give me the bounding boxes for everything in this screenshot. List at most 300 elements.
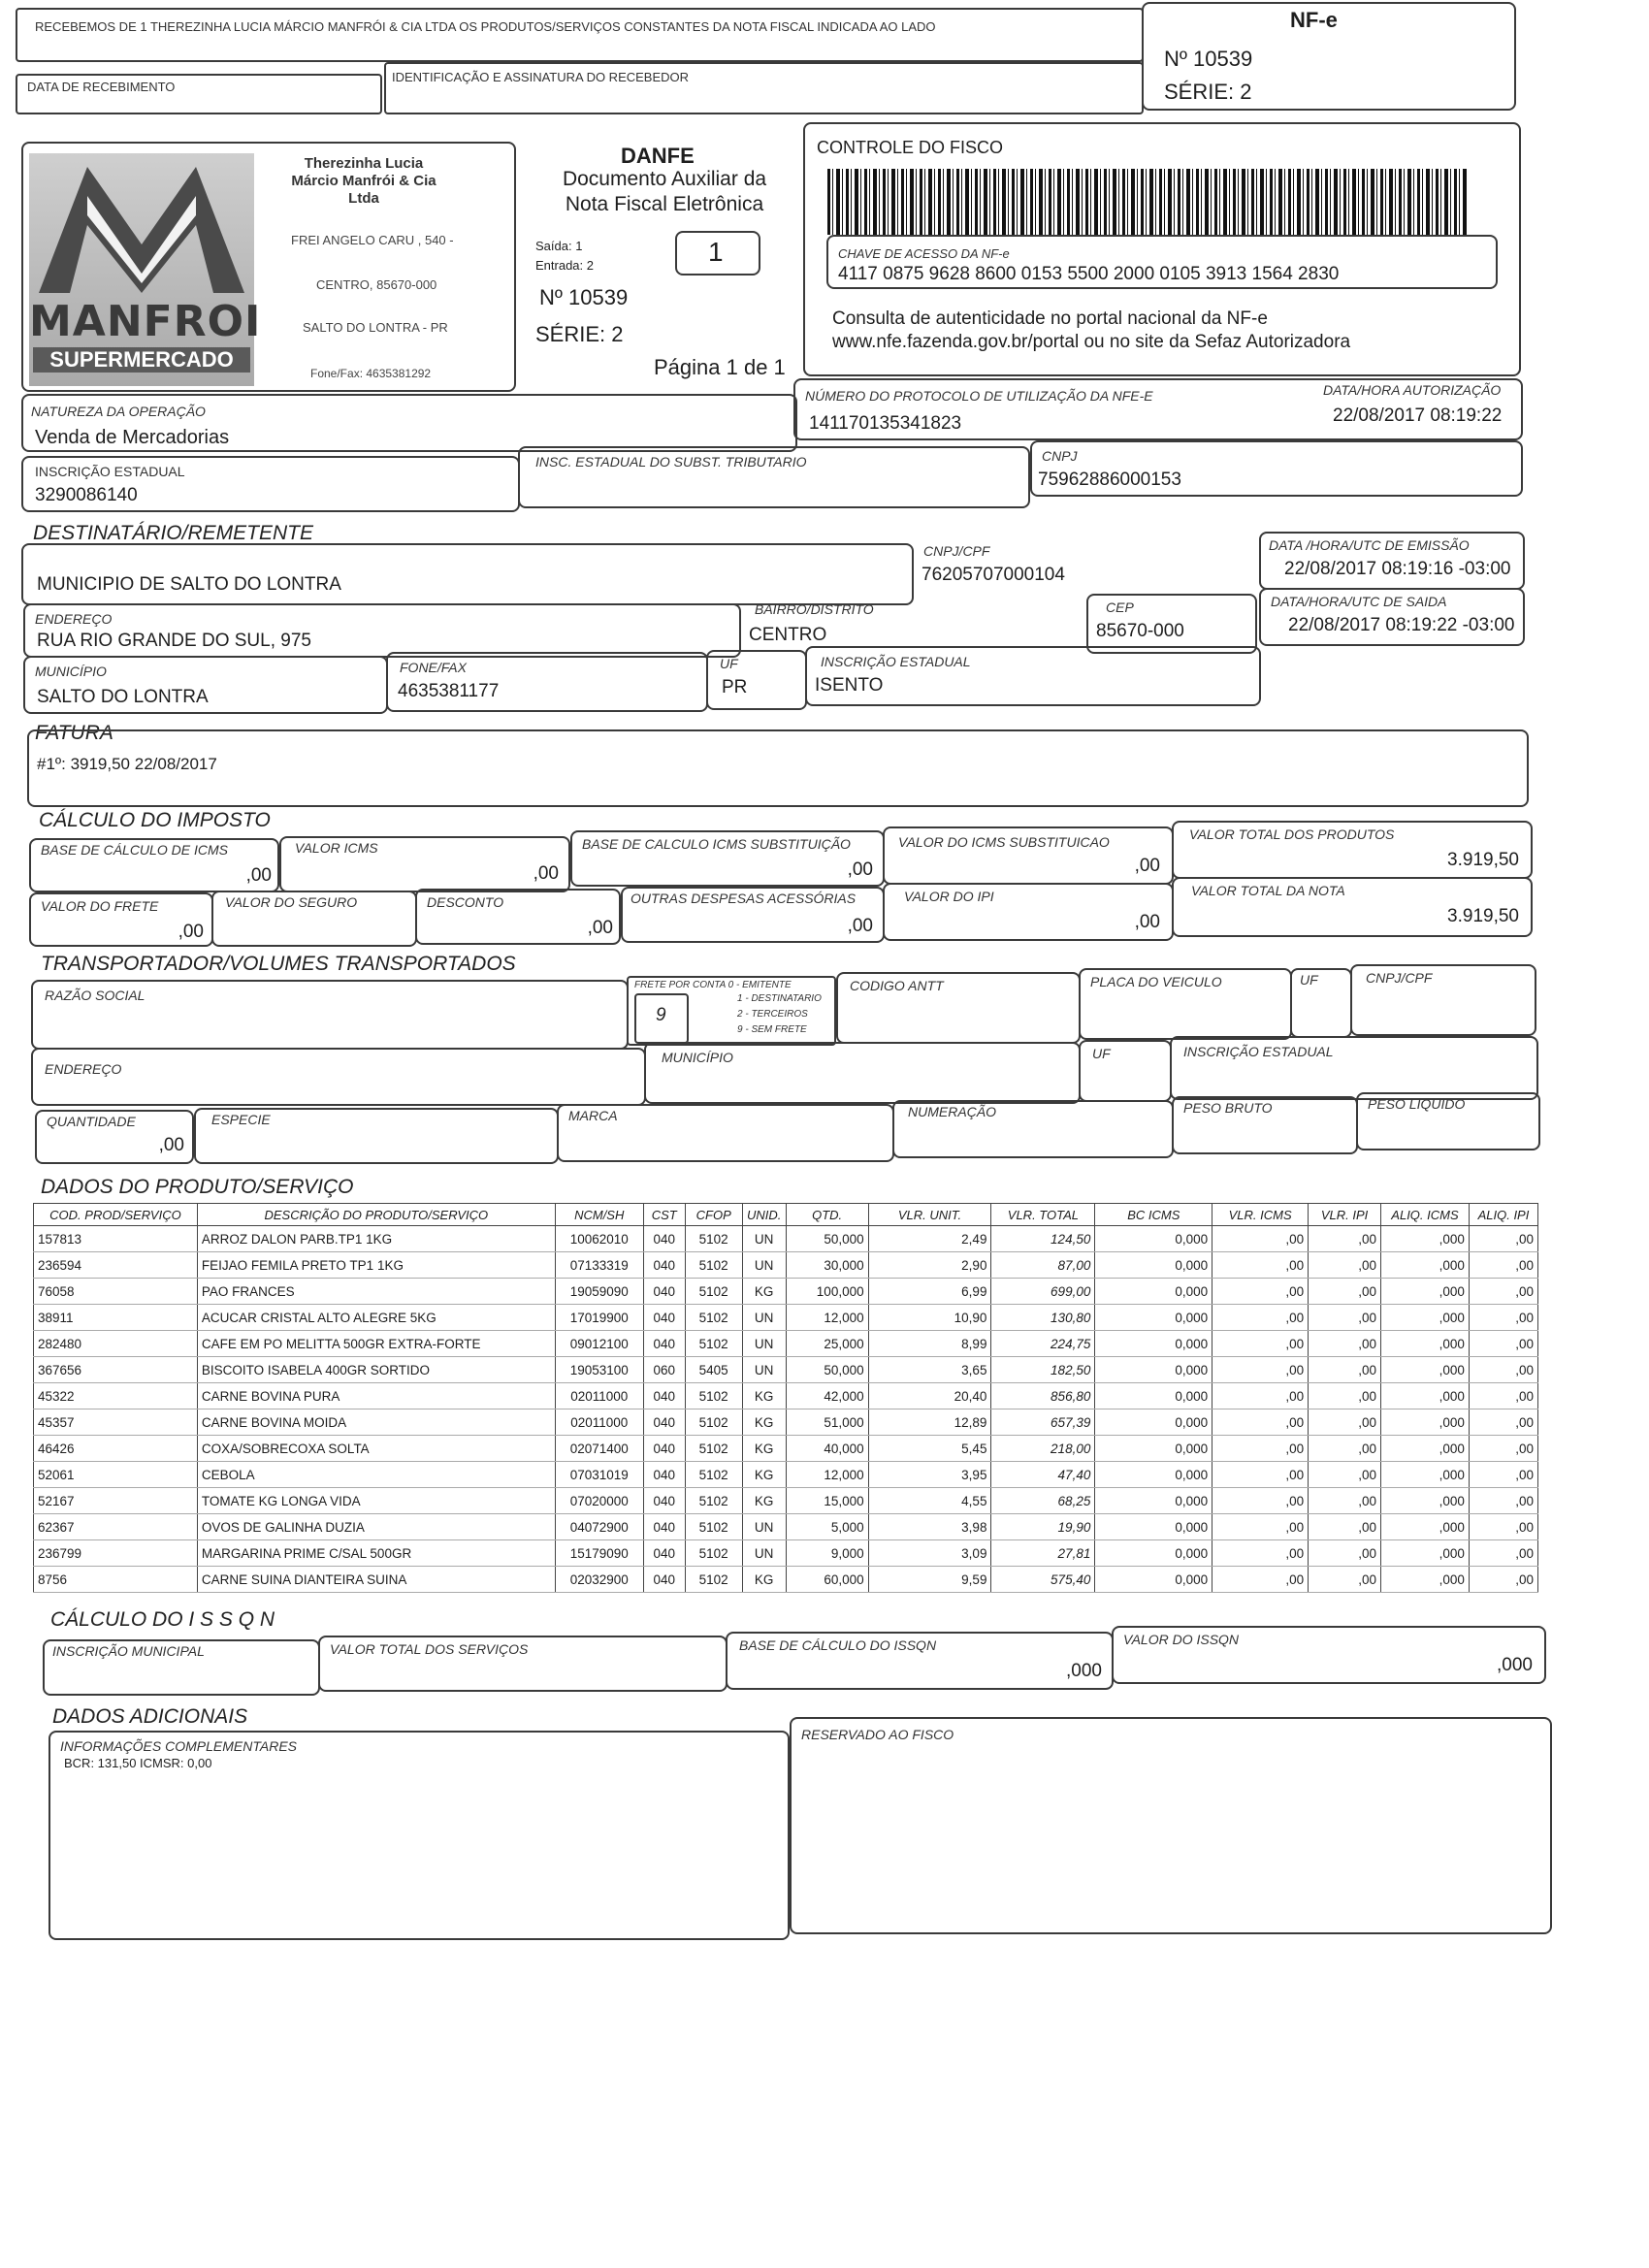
valor-icms: ,00 <box>533 863 559 884</box>
table-cell: 5102 <box>685 1514 742 1540</box>
table-cell: ,000 <box>1381 1567 1470 1593</box>
table-cell: 367656 <box>34 1357 198 1383</box>
dest-nome: MUNICIPIO DE SALTO DO LONTRA <box>37 574 341 595</box>
table-cell: 060 <box>643 1357 685 1383</box>
table-cell: ,00 <box>1212 1567 1309 1593</box>
dest-cnpj-label: CNPJ/CPF <box>923 543 990 559</box>
table-cell: ,00 <box>1469 1462 1537 1488</box>
adicionais-section: DADOS ADICIONAIS <box>52 1705 248 1728</box>
table-cell: 50,000 <box>786 1226 868 1252</box>
table-cell: 856,80 <box>991 1383 1095 1409</box>
razao-label: RAZÃO SOCIAL <box>45 988 146 1003</box>
antt-label: CODIGO ANTT <box>850 978 944 993</box>
table-cell: 6,99 <box>868 1279 991 1305</box>
table-cell: 218,00 <box>991 1436 1095 1462</box>
frete-label: VALOR DO FRETE <box>41 898 159 914</box>
emitente-cidade: SALTO DO LONTRA - PR <box>303 320 448 335</box>
peso-liquido-label: PESO LIQUIDO <box>1368 1096 1466 1112</box>
table-cell: ,000 <box>1381 1488 1470 1514</box>
table-cell: ACUCAR CRISTAL ALTO ALEGRE 5KG <box>197 1305 555 1331</box>
table-cell: 3,95 <box>868 1462 991 1488</box>
col-bc-icms: BC ICMS <box>1095 1204 1212 1226</box>
table-cell: BISCOITO ISABELA 400GR SORTIDO <box>197 1357 555 1383</box>
endereco-transp-box <box>31 1048 646 1106</box>
transporte-section: TRANSPORTADOR/VOLUMES TRANSPORTADOS <box>41 953 516 975</box>
table-cell: UN <box>742 1305 786 1331</box>
autorizacao-value: 22/08/2017 08:19:22 <box>1333 405 1503 426</box>
table-cell: 236799 <box>34 1540 198 1567</box>
table-cell: UN <box>742 1540 786 1567</box>
emitente-bairro: CENTRO, 85670-000 <box>316 277 437 292</box>
table-cell: 182,50 <box>991 1357 1095 1383</box>
table-cell: KG <box>742 1409 786 1436</box>
ie-st-label: INSC. ESTADUAL DO SUBST. TRIBUTARIO <box>535 454 807 470</box>
table-cell: 5102 <box>685 1540 742 1567</box>
table-cell: ,000 <box>1381 1462 1470 1488</box>
table-row <box>34 1436 1538 1462</box>
frete-opt1: 1 - DESTINATARIO <box>737 993 822 1004</box>
table-cell: ,00 <box>1309 1357 1381 1383</box>
table-cell: ,00 <box>1469 1357 1537 1383</box>
table-cell: 07133319 <box>555 1252 643 1279</box>
canhoto-box <box>16 8 1144 62</box>
dest-emissao-label: DATA /HORA/UTC DE EMISSÃO <box>1269 537 1470 553</box>
table-cell: 040 <box>643 1514 685 1540</box>
dest-municipio: SALTO DO LONTRA <box>37 687 209 707</box>
endereco-transp-label: ENDEREÇO <box>45 1061 122 1077</box>
frete-opt3: 9 - SEM FRETE <box>737 1024 807 1035</box>
table-cell: 0,000 <box>1095 1436 1212 1462</box>
table-cell: ,000 <box>1381 1252 1470 1279</box>
table-cell: FEIJAO FEMILA PRETO TP1 1KG <box>197 1252 555 1279</box>
table-cell: ,00 <box>1309 1226 1381 1252</box>
col-vlr-total: VLR. TOTAL <box>991 1204 1095 1226</box>
table-cell: 0,000 <box>1095 1567 1212 1593</box>
table-cell: 5102 <box>685 1462 742 1488</box>
table-cell: 15179090 <box>555 1540 643 1567</box>
mountain-logo-icon <box>29 157 254 303</box>
table-cell: KG <box>742 1279 786 1305</box>
table-cell: 0,000 <box>1095 1409 1212 1436</box>
table-cell: 9,59 <box>868 1567 991 1593</box>
dest-ie-label: INSCRIÇÃO ESTADUAL <box>821 654 971 669</box>
table-cell: ,00 <box>1469 1226 1537 1252</box>
table-cell: ,000 <box>1381 1357 1470 1383</box>
table-cell: 0,000 <box>1095 1279 1212 1305</box>
col-vlr-icms: VLR. ICMS <box>1212 1204 1309 1226</box>
table-cell: 5102 <box>685 1252 742 1279</box>
table-cell: 040 <box>643 1409 685 1436</box>
table-cell: PAO FRANCES <box>197 1279 555 1305</box>
table-cell: UN <box>742 1226 786 1252</box>
table-cell: 5,000 <box>786 1514 868 1540</box>
table-row <box>34 1305 1538 1331</box>
table-cell: UN <box>742 1252 786 1279</box>
dest-endereco: RUA RIO GRANDE DO SUL, 975 <box>37 631 311 651</box>
base-issqn: ,000 <box>1066 1661 1102 1681</box>
table-row <box>34 1252 1538 1279</box>
table-cell: 17019900 <box>555 1305 643 1331</box>
table-cell: ,00 <box>1212 1252 1309 1279</box>
chave-acesso: 4117 0875 9628 8600 0153 5500 2000 0105 3913 1564 2830 <box>838 264 1340 284</box>
table-cell: 040 <box>643 1540 685 1567</box>
table-cell: CAFE EM PO MELITTA 500GR EXTRA-FORTE <box>197 1331 555 1357</box>
table-cell: 12,89 <box>868 1409 991 1436</box>
canhoto-recebemos: RECEBEMOS DE 1 THEREZINHA LUCIA MÁRCIO MANFRÓI & CIA LTDA OS PRODUTOS/SERVIÇOS CONSTANTES DA NOTA FISCAL INDICADA AO LADO <box>35 19 936 34</box>
table-cell: ,00 <box>1212 1514 1309 1540</box>
table-cell: CARNE BOVINA MOIDA <box>197 1409 555 1436</box>
table-row <box>34 1462 1538 1488</box>
uf2-transp-label: UF <box>1092 1046 1111 1061</box>
table-cell: ,000 <box>1381 1436 1470 1462</box>
table-cell: 02032900 <box>555 1567 643 1593</box>
col-qtd: QTD. <box>786 1204 868 1226</box>
produtos-section: DADOS DO PRODUTO/SERVIÇO <box>41 1176 354 1198</box>
table-cell: ,000 <box>1381 1514 1470 1540</box>
table-cell: ,00 <box>1469 1305 1537 1331</box>
canhoto-serie: SÉRIE: 2 <box>1164 80 1252 104</box>
table-cell: MARGARINA PRIME C/SAL 500GR <box>197 1540 555 1567</box>
table-cell: 8756 <box>34 1567 198 1593</box>
dest-ie: ISENTO <box>815 675 884 696</box>
table-cell: ,000 <box>1381 1383 1470 1409</box>
table-row <box>34 1409 1538 1436</box>
dest-uf: PR <box>722 677 748 697</box>
table-cell: ,000 <box>1381 1540 1470 1567</box>
produtos-table <box>33 1203 1538 1593</box>
table-cell: 76058 <box>34 1279 198 1305</box>
table-cell: TOMATE KG LONGA VIDA <box>197 1488 555 1514</box>
base-st: ,00 <box>847 859 873 880</box>
table-cell: 5405 <box>685 1357 742 1383</box>
valor-st: ,00 <box>1134 856 1160 876</box>
ie-label: INSCRIÇÃO ESTADUAL <box>35 464 185 479</box>
assinatura-label: IDENTIFICAÇÃO E ASSINATURA DO RECEBEDOR <box>392 70 690 84</box>
table-cell: 3,65 <box>868 1357 991 1383</box>
fisco-controle: CONTROLE DO FISCO <box>817 138 1004 157</box>
emitente-fone: Fone/Fax: 4635381292 <box>310 367 432 380</box>
table-cell: 040 <box>643 1331 685 1357</box>
table-row <box>34 1567 1538 1593</box>
imposto-section: CÁLCULO DO IMPOSTO <box>39 809 271 831</box>
table-cell: ,00 <box>1212 1226 1309 1252</box>
cnpj-transp-label: CNPJ/CPF <box>1366 970 1433 986</box>
table-cell: ,000 <box>1381 1409 1470 1436</box>
table-row <box>34 1226 1538 1252</box>
table-cell: 224,75 <box>991 1331 1095 1357</box>
table-cell: 04072900 <box>555 1514 643 1540</box>
info-label: INFORMAÇÕES COMPLEMENTARES <box>60 1738 297 1754</box>
table-cell: 040 <box>643 1462 685 1488</box>
table-cell: 5102 <box>685 1279 742 1305</box>
table-cell: OVOS DE GALINHA DUZIA <box>197 1514 555 1540</box>
table-cell: ,00 <box>1309 1567 1381 1593</box>
valor-st-label: VALOR DO ICMS SUBSTITUICAO <box>898 834 1110 850</box>
table-row <box>34 1279 1538 1305</box>
table-cell: ,000 <box>1381 1279 1470 1305</box>
table-cell: ,00 <box>1212 1305 1309 1331</box>
table-cell: 0,000 <box>1095 1357 1212 1383</box>
table-cell: 5102 <box>685 1436 742 1462</box>
fatura-texto: #1º: 3919,50 22/08/2017 <box>37 755 217 773</box>
table-cell: CARNE SUINA DIANTEIRA SUINA <box>197 1567 555 1593</box>
table-cell: 38911 <box>34 1305 198 1331</box>
table-cell: 5102 <box>685 1331 742 1357</box>
danfe-entrada: Entrada: 2 <box>535 258 594 273</box>
table-cell: 46426 <box>34 1436 198 1462</box>
table-cell: 62367 <box>34 1514 198 1540</box>
table-cell: 02071400 <box>555 1436 643 1462</box>
table-cell: 0,000 <box>1095 1305 1212 1331</box>
ie-value: 3290086140 <box>35 485 138 505</box>
col-aliq-ipi: ALIQ. IPI <box>1469 1204 1537 1226</box>
table-cell: ARROZ DALON PARB.TP1 1KG <box>197 1226 555 1252</box>
dest-bairro-label: BAIRRO/DISTRITO <box>755 601 874 617</box>
table-cell: 5102 <box>685 1409 742 1436</box>
table-cell: 40,000 <box>786 1436 868 1462</box>
table-cell: 040 <box>643 1383 685 1409</box>
table-cell: 87,00 <box>991 1252 1095 1279</box>
valor-icms-label: VALOR ICMS <box>295 840 378 856</box>
table-cell: 282480 <box>34 1331 198 1357</box>
table-cell: 5102 <box>685 1488 742 1514</box>
dest-cnpj: 76205707000104 <box>922 565 1065 585</box>
table-cell: 3,98 <box>868 1514 991 1540</box>
dest-emissao: 22/08/2017 08:19:16 -03:00 <box>1284 559 1511 579</box>
table-cell: 0,000 <box>1095 1488 1212 1514</box>
table-cell: 60,000 <box>786 1567 868 1593</box>
table-cell: 040 <box>643 1436 685 1462</box>
table-cell: 040 <box>643 1305 685 1331</box>
valor-issqn-label: VALOR DO ISSQN <box>1123 1632 1240 1647</box>
table-cell: 5102 <box>685 1305 742 1331</box>
fatura-box <box>27 729 1529 807</box>
danfe-pagina: Página 1 de 1 <box>654 355 786 379</box>
dest-bairro: CENTRO <box>749 625 827 645</box>
ie-transp-label: INSCRIÇÃO ESTADUAL <box>1183 1044 1334 1059</box>
valor-issqn: ,000 <box>1497 1655 1533 1675</box>
table-cell: 0,000 <box>1095 1540 1212 1567</box>
table-cell: 09012100 <box>555 1331 643 1357</box>
base-icms: ,00 <box>245 865 272 886</box>
fisco-portal: www.nfe.fazenda.gov.br/portal ou no site da Sefaz Autorizadora <box>832 332 1351 352</box>
table-cell: ,00 <box>1309 1305 1381 1331</box>
table-cell: 30,000 <box>786 1252 868 1279</box>
table-cell: 07031019 <box>555 1462 643 1488</box>
autorizacao-label: DATA/HORA AUTORIZAÇÃO <box>1323 382 1502 398</box>
desconto: ,00 <box>587 918 613 938</box>
marca-label: MARCA <box>568 1108 618 1123</box>
canhoto-numero: Nº 10539 <box>1164 47 1253 71</box>
col-cst: CST <box>643 1204 685 1226</box>
table-cell: 50,000 <box>786 1357 868 1383</box>
table-cell: ,00 <box>1212 1409 1309 1436</box>
table-cell: 3,09 <box>868 1540 991 1567</box>
dest-cep: 85670-000 <box>1096 621 1184 641</box>
table-cell: 02011000 <box>555 1383 643 1409</box>
table-cell: 19059090 <box>555 1279 643 1305</box>
table-cell: 9,000 <box>786 1540 868 1567</box>
produtos-body <box>34 1226 1538 1593</box>
table-row <box>34 1540 1538 1567</box>
table-cell: KG <box>742 1567 786 1593</box>
table-cell: 0,000 <box>1095 1331 1212 1357</box>
fisco-consulta: Consulta de autenticidade no portal nacional da NF-e <box>832 308 1268 329</box>
col-cfop: CFOP <box>685 1204 742 1226</box>
total-servicos-label: VALOR TOTAL DOS SERVIÇOS <box>330 1641 529 1657</box>
danfe-subtitle: Documento Auxiliar da Nota Fiscal Eletrônica <box>562 168 767 215</box>
frete-conta-label: FRETE POR CONTA 0 - EMITENTE <box>634 980 792 990</box>
table-cell: ,00 <box>1309 1540 1381 1567</box>
frete: ,00 <box>178 922 204 942</box>
table-cell: CEBOLA <box>197 1462 555 1488</box>
col-descricao: DESCRIÇÃO DO PRODUTO/SERVIÇO <box>197 1204 555 1226</box>
col-aliq-icms: ALIQ. ICMS <box>1381 1204 1470 1226</box>
fatura-section: FATURA <box>35 722 113 744</box>
destinatario-section: DESTINATÁRIO/REMETENTE <box>33 522 313 544</box>
dest-fone-label: FONE/FAX <box>400 660 467 675</box>
total-nota-label: VALOR TOTAL DA NOTA <box>1191 883 1345 898</box>
table-cell: 15,000 <box>786 1488 868 1514</box>
table-cell: 45322 <box>34 1383 198 1409</box>
table-cell: ,00 <box>1309 1462 1381 1488</box>
table-cell: 45357 <box>34 1409 198 1436</box>
table-cell: 2,49 <box>868 1226 991 1252</box>
table-cell: ,00 <box>1212 1436 1309 1462</box>
table-cell: 25,000 <box>786 1331 868 1357</box>
table-cell: 20,40 <box>868 1383 991 1409</box>
emitente-endereco: FREI ANGELO CARU , 540 - <box>291 233 454 247</box>
table-cell: 657,39 <box>991 1409 1095 1436</box>
dest-cep-label: CEP <box>1106 599 1134 615</box>
table-cell: UN <box>742 1357 786 1383</box>
table-cell: 699,00 <box>991 1279 1095 1305</box>
base-icms-label: BASE DE CÁLCULO DE ICMS <box>41 842 228 858</box>
table-cell: 2,90 <box>868 1252 991 1279</box>
dest-fone: 4635381177 <box>398 681 500 701</box>
table-cell: CARNE BOVINA PURA <box>197 1383 555 1409</box>
quantidade: ,00 <box>158 1135 184 1155</box>
frete-opt2: 2 - TERCEIROS <box>737 1009 808 1020</box>
table-cell: ,00 <box>1212 1357 1309 1383</box>
outras-label: OUTRAS DESPESAS ACESSÓRIAS <box>630 891 857 906</box>
municipio-transp-label: MUNICÍPIO <box>662 1050 733 1065</box>
data-recebimento-label: DATA DE RECEBIMENTO <box>27 80 176 94</box>
table-cell: 040 <box>643 1279 685 1305</box>
table-cell: 10,90 <box>868 1305 991 1331</box>
table-cell: ,00 <box>1309 1331 1381 1357</box>
table-cell: 27,81 <box>991 1540 1095 1567</box>
table-cell: ,00 <box>1469 1279 1537 1305</box>
total-produtos-label: VALOR TOTAL DOS PRODUTOS <box>1189 826 1395 842</box>
table-cell: 02011000 <box>555 1409 643 1436</box>
table-row <box>34 1488 1538 1514</box>
produtos-header-row <box>34 1204 1538 1226</box>
uf-transp-label: UF <box>1300 972 1318 988</box>
danfe-tipo: 1 <box>708 237 724 267</box>
reservado-fisco-label: RESERVADO AO FISCO <box>801 1727 954 1742</box>
protocolo-label: NÚMERO DO PROTOCOLO DE UTILIZAÇÃO DA NFE-E <box>805 388 1153 404</box>
table-cell: 42,000 <box>786 1383 868 1409</box>
dest-saida-label: DATA/HORA/UTC DE SAIDA <box>1271 594 1447 609</box>
table-cell: 51,000 <box>786 1409 868 1436</box>
table-cell: ,00 <box>1309 1436 1381 1462</box>
cnpj-value: 75962886000153 <box>1038 470 1181 490</box>
base-st-label: BASE DE CALCULO ICMS SUBSTITUIÇÃO <box>582 836 851 852</box>
table-cell: 12,000 <box>786 1305 868 1331</box>
table-cell: 157813 <box>34 1226 198 1252</box>
table-cell: 0,000 <box>1095 1462 1212 1488</box>
table-cell: 0,000 <box>1095 1383 1212 1409</box>
table-cell: KG <box>742 1436 786 1462</box>
table-cell: 07020000 <box>555 1488 643 1514</box>
dest-endereco-label: ENDEREÇO <box>35 611 113 627</box>
danfe-numero: Nº 10539 <box>539 285 629 309</box>
table-cell: KG <box>742 1383 786 1409</box>
table-cell: 040 <box>643 1567 685 1593</box>
table-cell: 19,90 <box>991 1514 1095 1540</box>
table-cell: ,00 <box>1212 1279 1309 1305</box>
chave-label: CHAVE DE ACESSO DA NF-e <box>838 246 1010 261</box>
table-cell: 5,45 <box>868 1436 991 1462</box>
table-cell: ,00 <box>1309 1514 1381 1540</box>
table-cell: ,00 <box>1469 1488 1537 1514</box>
table-cell: ,000 <box>1381 1331 1470 1357</box>
desconto-label: DESCONTO <box>427 894 504 910</box>
col-vlr-unit: VLR. UNIT. <box>868 1204 991 1226</box>
table-cell: ,000 <box>1381 1226 1470 1252</box>
barcode <box>827 169 1468 235</box>
dest-uf-label: UF <box>720 656 738 671</box>
table-cell: 575,40 <box>991 1567 1095 1593</box>
table-cell: ,00 <box>1469 1383 1537 1409</box>
ipi-label: VALOR DO IPI <box>904 889 994 904</box>
reservado-fisco-box <box>790 1717 1552 1934</box>
table-cell: 19053100 <box>555 1357 643 1383</box>
table-cell: 100,000 <box>786 1279 868 1305</box>
table-cell: 47,40 <box>991 1462 1095 1488</box>
base-issqn-label: BASE DE CÁLCULO DO ISSQN <box>739 1637 937 1653</box>
seguro-label: VALOR DO SEGURO <box>225 894 358 910</box>
frete-valor: 9 <box>656 1005 666 1025</box>
table-cell: UN <box>742 1514 786 1540</box>
table-cell: 10062010 <box>555 1226 643 1252</box>
table-cell: ,00 <box>1469 1567 1537 1593</box>
table-row <box>34 1357 1538 1383</box>
col-unid: UNID. <box>742 1204 786 1226</box>
table-cell: 52167 <box>34 1488 198 1514</box>
table-row <box>34 1514 1538 1540</box>
emitente-nome: Therezinha Lucia Márcio Manfrói & Cia Ltda <box>291 155 436 207</box>
danfe-title: DANFE <box>621 144 695 168</box>
danfe-saida: Saída: 1 <box>535 239 583 253</box>
col-vlr-ipi: VLR. IPI <box>1309 1204 1381 1226</box>
table-cell: 8,99 <box>868 1331 991 1357</box>
issqn-section: CÁLCULO DO I S S Q N <box>50 1608 275 1631</box>
protocolo-value: 141170135341823 <box>809 413 962 434</box>
table-cell: 0,000 <box>1095 1252 1212 1279</box>
dest-municipio-label: MUNICÍPIO <box>35 664 107 679</box>
table-cell: 68,25 <box>991 1488 1095 1514</box>
natureza-label: NATUREZA DA OPERAÇÃO <box>31 404 206 419</box>
ipi: ,00 <box>1134 912 1160 932</box>
table-cell: ,00 <box>1212 1331 1309 1357</box>
numeracao-label: NUMERAÇÃO <box>908 1104 997 1119</box>
table-cell: 236594 <box>34 1252 198 1279</box>
quantidade-label: QUANTIDADE <box>47 1114 136 1129</box>
table-cell: ,00 <box>1309 1279 1381 1305</box>
table-cell: ,00 <box>1309 1383 1381 1409</box>
